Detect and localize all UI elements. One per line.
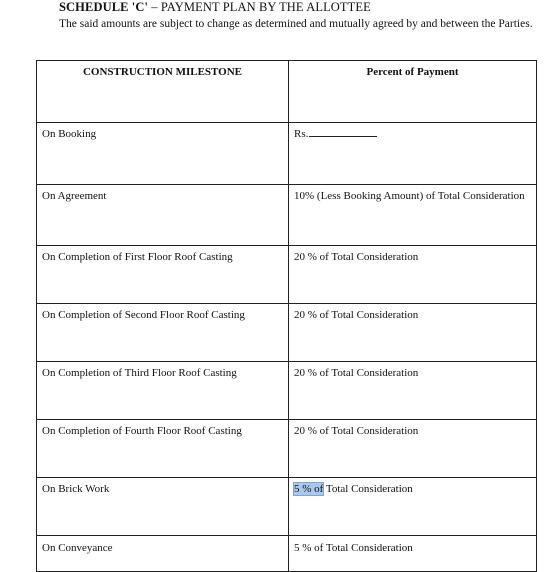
milestone-cell: On Conveyance	[37, 536, 289, 572]
milestone-cell: On Completion of Third Floor Roof Casting	[37, 362, 289, 420]
column-header-payment: Percent of Payment	[289, 61, 537, 123]
schedule-heading-title: – PAYMENT PLAN BY THE ALLOTTEE	[148, 0, 371, 14]
schedule-heading	[59, 0, 371, 15]
milestone-cell: On Completion of First Floor Roof Casting	[37, 246, 289, 304]
payment-cell: 20 % of Total Consideration	[289, 304, 537, 362]
payment-cell	[289, 478, 537, 536]
payment-cell: 10% (Less Booking Amount) of Total Consideration	[289, 185, 537, 246]
payment-cell: 20 % of Total Consideration	[289, 362, 537, 420]
payment-text: Total Consideration	[323, 483, 413, 495]
payment-cell: 20 % of Total Consideration	[289, 420, 537, 478]
table-row	[37, 362, 537, 420]
table-row	[37, 478, 537, 536]
table-row	[37, 123, 537, 185]
milestone-cell: On Booking	[37, 123, 289, 185]
payment-cell: 20 % of Total Consideration	[289, 246, 537, 304]
table-row	[37, 246, 537, 304]
schedule-heading-label: SCHEDULE 'C'	[59, 0, 149, 14]
payment-plan-table	[36, 60, 537, 572]
milestone-cell: On Completion of Fourth Floor Roof Casting	[37, 420, 289, 478]
payment-text: Rs.	[294, 128, 309, 140]
payment-cell	[289, 123, 537, 185]
table-row	[37, 420, 537, 478]
intro-paragraph: The said amounts are subject to change as determined and mutually agreed by and between the Parties.	[59, 18, 533, 30]
table-row	[37, 185, 537, 246]
table-header-row	[37, 61, 537, 123]
column-header-milestone: CONSTRUCTION MILESTONE	[37, 61, 289, 123]
selected-text[interactable]: 5 % of	[294, 483, 324, 495]
milestone-cell: On Agreement	[37, 185, 289, 246]
amount-blank-line	[309, 127, 377, 137]
milestone-cell: On Brick Work	[37, 478, 289, 536]
payment-cell: 5 % of Total Consideration	[289, 536, 537, 572]
table-row	[37, 304, 537, 362]
milestone-cell: On Completion of Second Floor Roof Casting	[37, 304, 289, 362]
table-row	[37, 536, 537, 572]
